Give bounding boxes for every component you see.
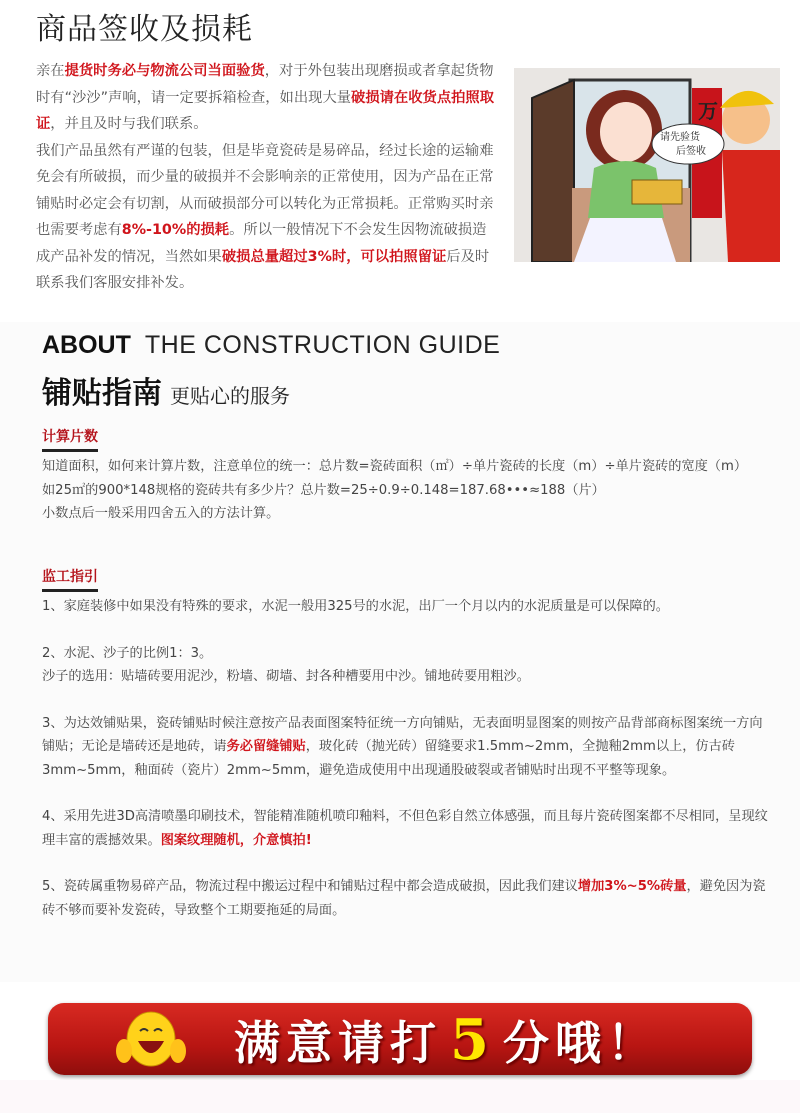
body-text: 小数点后一般采用四舍五入的方法计算。 [42, 506, 280, 521]
paragraph [42, 502, 772, 526]
paragraph [42, 595, 772, 619]
highlight-text: 破损请在收货点拍照取证 [36, 89, 495, 132]
laughing-emoji-icon [116, 1009, 186, 1071]
rating-banner [48, 1003, 752, 1075]
paragraph [42, 875, 772, 922]
speech-line-1: 请先验货 [660, 132, 700, 143]
body-text: 亲在 [36, 63, 65, 79]
body-text: ，避免因为瓷砖不够而要补发瓷砖，导致整个工期要拖延的局面。 [42, 879, 766, 918]
section-heading-calc: 计算片数 [42, 426, 98, 452]
paragraph [42, 805, 772, 852]
guide-text [42, 595, 772, 922]
body-text: 3、为达效铺贴果，瓷砖铺贴时候注意按产品表面图案特征统一方向铺贴，无表面明显图案的则按产品背部商标图案统一方向铺贴；无论是墙砖还是地砖，请 [42, 715, 763, 754]
speech-line-2: 后签收 [676, 146, 706, 157]
highlight-text: 破损总量超过3%时，可以拍照留证 [221, 248, 447, 265]
highlight-text: 提货时务必与物流公司当面验货 [64, 63, 265, 79]
rating-text-post: 分哦！ [502, 1016, 659, 1070]
section-heading-guide: 监工指引 [42, 566, 98, 592]
bottom-strip [0, 1080, 800, 1113]
highlight-text: 务必留缝铺贴 [226, 739, 306, 754]
highlight-text: 图案纹理随机，介意慎拍! [160, 832, 312, 848]
body-text: 1、家庭装修中如果没有特殊的要求，水泥一般用325号的水泥，出厂一个月以内的水泥质量是可以保障的。 [42, 599, 669, 614]
body-text: ，对于外包装出现磨损或者拿起货物时有“沙沙”声响，请一定要拆箱检查，如出现大量 [36, 63, 494, 106]
guide-title [42, 368, 290, 412]
body-text: 我们产品虽然有严谨的包装，但是毕竟瓷砖是易碎品，经过长途的运输难免会有所破损，而少量的破损并不会影响亲的正常使用，因为产品在正常铺贴时必定会有切割，从而破损部分可以转化为正常损耗。正常购买时亲也需要考虑有 [36, 142, 494, 238]
paragraph [36, 58, 498, 138]
paragraph [42, 712, 772, 783]
body-text: 知道面积，如何来计算片数，注意单位的统一：总片数=瓷砖面积（㎡）÷单片瓷砖的长度（m）÷单片瓷砖的宽度（m） [42, 459, 748, 474]
sign-text: 万 [698, 99, 718, 123]
paragraph [42, 665, 772, 689]
about-subtitle: THE CONSTRUCTION GUIDE [144, 331, 501, 359]
paragraph [42, 479, 772, 503]
paragraph [36, 138, 498, 297]
body-text: ，并且及时与我们联系。 [50, 116, 208, 132]
rating-number: 5 [450, 1007, 495, 1073]
body-text: 。所以一般情况下不会发生因物流破损造成产品补发的情况，当然如果 [36, 222, 487, 265]
intro-text [36, 58, 498, 297]
body-text: 如25㎡的900*148规格的瓷砖共有多少片？总片数=25÷0.9÷0.148=187.68•••≈188（片） [42, 482, 605, 498]
body-text: 5、瓷砖属重物易碎产品，物流过程中搬运过程中和铺贴过程中都会造成破损，因此我们建议 [42, 879, 578, 894]
calc-text [42, 455, 772, 526]
paragraph [42, 642, 772, 666]
paragraph [42, 455, 772, 479]
guide-zh-title: 铺贴指南 [42, 376, 162, 411]
about-label: ABOUT [42, 331, 131, 359]
body-text: 沙子的选用：贴墙砖要用泥沙，粉墙、砌墙、封各种槽要用中沙。铺地砖要用粗沙。 [42, 669, 530, 684]
body-text: ，玻化砖（抛光砖）留缝要求1.5mm~2mm，全抛釉2mm以上，仿古砖3mm~5mm，釉面砖（瓷片）2mm~5mm，避免造成使用中出现通股破裂或者铺贴时出现不平整等现象。 [42, 739, 735, 778]
delivery-illustration [514, 68, 780, 262]
page-title: 商品签收及损耗 [36, 12, 253, 47]
about-heading [42, 330, 500, 360]
body-text: 4、采用先进3D高清喷墨印刷技术，智能精准随机喷印釉料，不但色彩自然立体感强，而且每片瓷砖图案都不尽相同，呈现纹理丰富的震撼效果。 [42, 809, 768, 848]
guide-zh-subtitle: 更贴心的服务 [170, 384, 290, 408]
highlight-text: 8%-10%的损耗 [121, 222, 230, 238]
body-text: 2、水泥、沙子的比例1：3。 [42, 645, 213, 661]
highlight-text: 增加3%~5%砖量 [577, 879, 687, 894]
rating-text [234, 1007, 659, 1073]
body-text: 后及时联系我们客服安排补发。 [36, 248, 490, 291]
rating-text-pre: 满意请打 [234, 1016, 442, 1070]
